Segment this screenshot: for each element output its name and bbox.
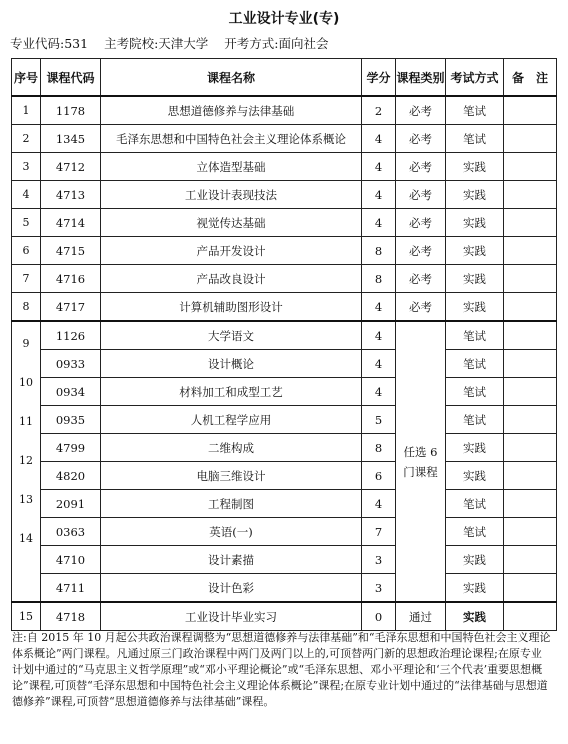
elective-type: 任选 6 门课程 <box>403 444 438 479</box>
table-row <box>12 602 557 631</box>
row-remark <box>504 462 557 490</box>
row-remark <box>504 490 557 518</box>
table-row <box>12 153 557 181</box>
row-exam: 实践 <box>446 153 504 181</box>
table-row <box>12 350 557 378</box>
row-seq: 8 <box>12 293 41 322</box>
elective-seq: 14 <box>19 532 33 545</box>
row-exam: 实践 <box>446 181 504 209</box>
row-name: 人机工程学应用 <box>101 406 362 434</box>
row-seq: 4 <box>12 181 41 209</box>
header-remark: 备 注 <box>504 59 557 97</box>
header-name: 课程名称 <box>101 59 362 97</box>
row-seq: 6 <box>12 237 41 265</box>
row-seq: 15 <box>12 602 41 631</box>
course-table <box>11 58 557 631</box>
row-credit: 2 <box>362 96 396 125</box>
row-seq: 1 <box>12 96 41 125</box>
document-title: 工业设计专业(专) <box>228 11 340 27</box>
row-credit: 4 <box>362 350 396 378</box>
row-name: 设计素描 <box>101 546 362 574</box>
row-code: 0935 <box>41 406 101 434</box>
row-code: 4711 <box>41 574 101 603</box>
table-row <box>12 546 557 574</box>
row-credit: 4 <box>362 293 396 322</box>
row-type: 必考 <box>396 181 446 209</box>
row-remark <box>504 518 557 546</box>
row-credit: 4 <box>362 490 396 518</box>
table-row <box>12 378 557 406</box>
row-remark <box>504 574 557 603</box>
row-type: 必考 <box>396 96 446 125</box>
row-name: 材料加工和成型工艺 <box>101 378 362 406</box>
row-credit: 8 <box>362 434 396 462</box>
subtitle-line <box>10 34 340 52</box>
row-name: 二维构成 <box>101 434 362 462</box>
elective-seq-cell <box>12 321 41 602</box>
row-name: 电脑三维设计 <box>101 462 362 490</box>
row-credit: 7 <box>362 518 396 546</box>
row-name: 工程制图 <box>101 490 362 518</box>
row-remark <box>504 434 557 462</box>
row-remark <box>504 602 557 631</box>
header-code: 课程代码 <box>41 59 101 97</box>
row-exam: 实践 <box>446 462 504 490</box>
row-code: 4718 <box>41 602 101 631</box>
row-name: 产品开发设计 <box>101 237 362 265</box>
row-credit: 4 <box>362 125 396 153</box>
elective-seq: 11 <box>19 415 33 428</box>
row-seq: 5 <box>12 209 41 237</box>
row-exam: 笔试 <box>446 96 504 125</box>
row-seq: 3 <box>12 153 41 181</box>
row-name: 设计色彩 <box>101 574 362 603</box>
row-remark <box>504 237 557 265</box>
row-remark <box>504 546 557 574</box>
row-code: 4799 <box>41 434 101 462</box>
row-name: 设计概论 <box>101 350 362 378</box>
header-credit: 学分 <box>362 59 396 97</box>
row-code: 4820 <box>41 462 101 490</box>
row-remark <box>504 265 557 293</box>
row-seq: 7 <box>12 265 41 293</box>
elective-seq: 12 <box>19 454 33 467</box>
row-remark <box>504 321 557 350</box>
row-name: 英语(一) <box>101 518 362 546</box>
row-code: 1126 <box>41 321 101 350</box>
row-code: 0933 <box>41 350 101 378</box>
row-code: 0934 <box>41 378 101 406</box>
row-type: 必考 <box>396 293 446 322</box>
row-exam: 笔试 <box>446 350 504 378</box>
row-type: 必考 <box>396 265 446 293</box>
row-code: 4712 <box>41 153 101 181</box>
header-seq: 序号 <box>12 59 41 97</box>
table-row <box>12 321 557 350</box>
row-code: 4713 <box>41 181 101 209</box>
row-exam: 实践 <box>446 265 504 293</box>
row-name: 计算机辅助图形设计 <box>101 293 362 322</box>
row-credit: 5 <box>362 406 396 434</box>
exam-mode: 开考方式:面向社会 <box>224 36 329 51</box>
row-exam: 实践 <box>446 293 504 322</box>
row-name: 工业设计毕业实习 <box>101 602 362 631</box>
row-credit: 4 <box>362 321 396 350</box>
row-remark <box>504 125 557 153</box>
row-code: 1178 <box>41 96 101 125</box>
row-name: 思想道德修养与法律基础 <box>101 96 362 125</box>
row-code: 2091 <box>41 490 101 518</box>
exam-school: 主考院校:天津大学 <box>104 36 209 51</box>
header-type: 课程类别 <box>396 59 446 97</box>
elective-seq: 9 <box>22 337 30 350</box>
row-exam: 笔试 <box>446 406 504 434</box>
row-credit: 8 <box>362 237 396 265</box>
row-credit: 4 <box>362 181 396 209</box>
row-code: 4710 <box>41 546 101 574</box>
row-exam: 实践 <box>446 209 504 237</box>
row-type: 必考 <box>396 237 446 265</box>
row-code: 1345 <box>41 125 101 153</box>
row-type: 必考 <box>396 153 446 181</box>
table-row <box>12 406 557 434</box>
table-row <box>12 96 557 125</box>
row-name: 工业设计表现技法 <box>101 181 362 209</box>
row-name: 视觉传达基础 <box>101 209 362 237</box>
row-code: 4715 <box>41 237 101 265</box>
table-row <box>12 462 557 490</box>
row-remark <box>504 209 557 237</box>
row-exam: 实践 <box>446 434 504 462</box>
row-credit: 3 <box>362 546 396 574</box>
table-row <box>12 574 557 603</box>
table-row <box>12 209 557 237</box>
row-remark <box>504 181 557 209</box>
row-credit: 8 <box>362 265 396 293</box>
row-code: 0363 <box>41 518 101 546</box>
row-credit: 3 <box>362 574 396 603</box>
table-row <box>12 125 557 153</box>
row-exam: 实践 <box>446 546 504 574</box>
row-exam: 笔试 <box>446 518 504 546</box>
row-name: 立体造型基础 <box>101 153 362 181</box>
elective-seq: 10 <box>19 376 33 389</box>
row-code: 4716 <box>41 265 101 293</box>
row-exam: 实践 <box>446 237 504 265</box>
table-row <box>12 237 557 265</box>
header-exam: 考试方式 <box>446 59 504 97</box>
row-remark <box>504 406 557 434</box>
row-type: 必考 <box>396 209 446 237</box>
row-credit: 4 <box>362 209 396 237</box>
table-row <box>12 181 557 209</box>
footnote: 注:自 2015 年 10 月起公共政治课程调整为“思想道德修养与法律基础”和“毛泽东思想和中国特色社会主义理论体系概论”两门课程。凡通过原三门政治课程中两门及两门以上的,可顶替两门新的思想政治理论课程;在原专业计划中通过的“马克思主义哲学原理”或“邓小平理论概论”或“毛泽东思想、邓小平理论和‘三个代表’重要思想概论”课程,可顶替“毛泽东思想和中国特色社会主义理论体系概论”课程;在原专业计划中通过的“法律基础与思想道德修养”课程,可顶替“思想道德修养与法律基础”课程。 <box>12 631 551 708</box>
row-exam: 实践 <box>446 574 504 603</box>
row-name: 毛泽东思想和中国特色社会主义理论体系概论 <box>101 125 362 153</box>
elective-seq: 13 <box>19 493 33 506</box>
row-name: 产品改良设计 <box>101 265 362 293</box>
major-code: 专业代码:531 <box>10 36 89 51</box>
table-row <box>12 265 557 293</box>
row-type: 必考 <box>396 125 446 153</box>
row-exam: 笔试 <box>446 490 504 518</box>
table-row <box>12 518 557 546</box>
table-row <box>12 434 557 462</box>
row-credit: 4 <box>362 378 396 406</box>
row-exam: 笔试 <box>446 125 504 153</box>
table-header-row <box>12 59 557 97</box>
elective-type-cell <box>396 321 446 602</box>
row-exam: 笔试 <box>446 321 504 350</box>
table-row <box>12 490 557 518</box>
row-type: 通过 <box>396 602 446 631</box>
row-name: 大学语文 <box>101 321 362 350</box>
row-remark <box>504 293 557 322</box>
row-exam: 笔试 <box>446 378 504 406</box>
row-credit: 0 <box>362 602 396 631</box>
row-remark <box>504 378 557 406</box>
row-exam: 实践 <box>446 602 504 631</box>
table-row <box>12 293 557 322</box>
row-remark <box>504 153 557 181</box>
row-code: 4717 <box>41 293 101 322</box>
row-credit: 6 <box>362 462 396 490</box>
row-credit: 4 <box>362 153 396 181</box>
row-remark <box>504 96 557 125</box>
row-remark <box>504 350 557 378</box>
row-seq: 2 <box>12 125 41 153</box>
row-code: 4714 <box>41 209 101 237</box>
